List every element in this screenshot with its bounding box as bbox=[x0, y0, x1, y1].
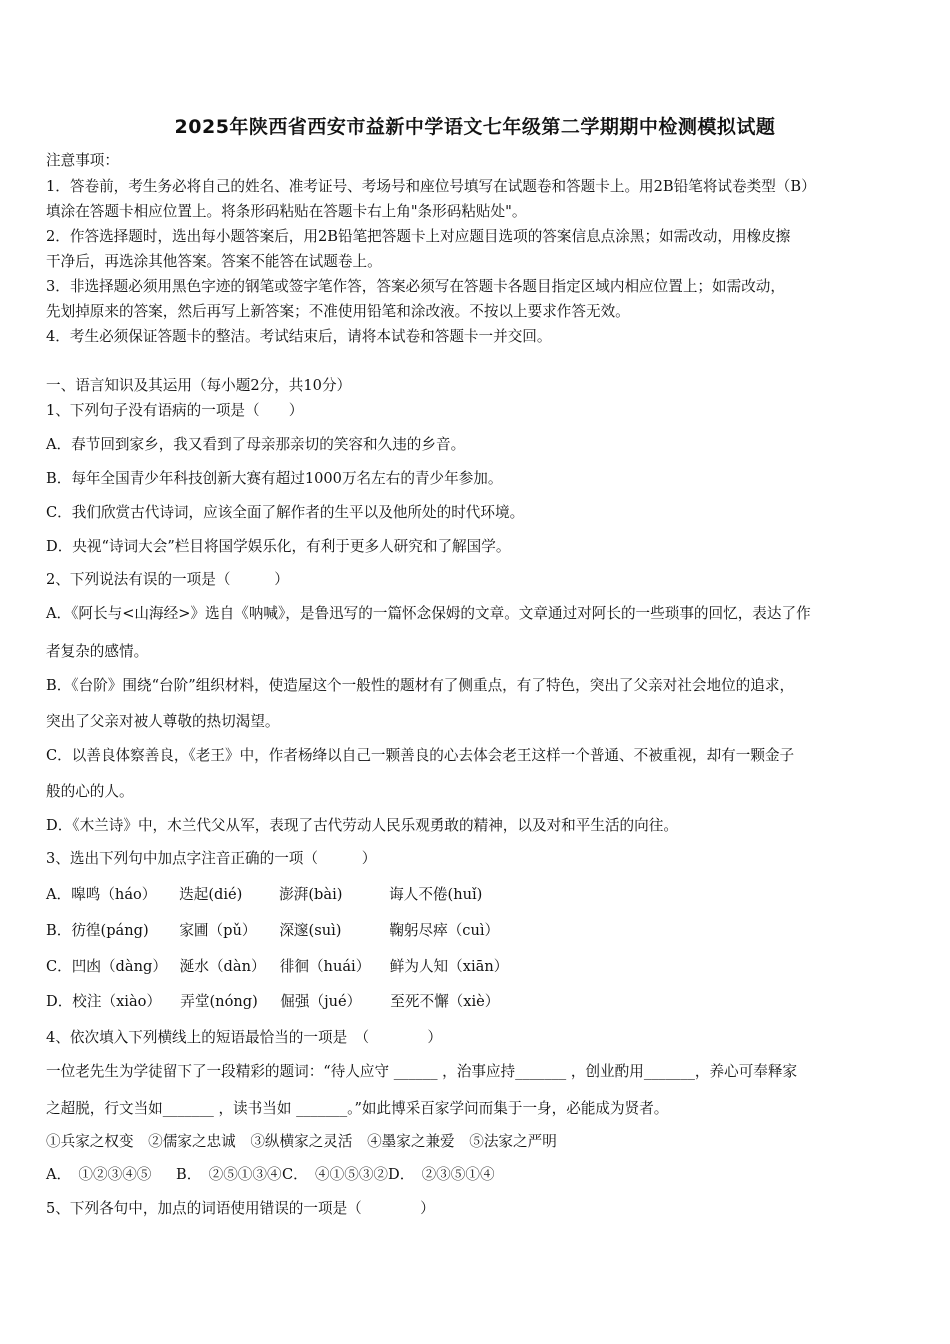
question-3-option-d bbox=[46, 992, 499, 1012]
question-4-options bbox=[46, 1165, 494, 1185]
option-word: 诲人不倦(huǐ) bbox=[389, 886, 483, 903]
option-label: B． bbox=[46, 922, 72, 939]
notice-line: 4．考生必须保证答题卡的整洁。考试结束后，请将本试卷和答题卡一并交回。 bbox=[46, 328, 552, 345]
question-2-stem: 2、下列说法有误的一项是（ ） bbox=[46, 571, 289, 588]
option-word: 至死不懈（xiè） bbox=[390, 993, 500, 1010]
notice-heading: 注意事项： bbox=[46, 152, 119, 169]
option-d: D． ②③⑤①④ bbox=[388, 1166, 495, 1183]
option-word: 涎水（dàn） bbox=[179, 958, 266, 975]
question-1-option-d: D．央视“诗词大会”栏目将国学娱乐化，有利于更多人研究和了解国学。 bbox=[46, 538, 511, 555]
question-4-passage-cont: 之超脱，行文当如_______ ，读书当如 _______。”如此博采百家学问而集于一身，必能成为贤者。 bbox=[46, 1100, 669, 1117]
option-word: 校注（xiào） bbox=[72, 993, 162, 1010]
option-word: 家圃（pǔ） bbox=[179, 922, 257, 939]
section-heading: 一、语言知识及其运用（每小题2分，共10分） bbox=[46, 377, 352, 394]
question-1-stem: 1、下列句子没有语病的一项是（ ） bbox=[46, 402, 304, 419]
page-title: 2025年陕西省西安市益新中学语文七年级第二学期期中检测模拟试题 bbox=[174, 116, 776, 138]
notice-line: 先划掉原来的答案，然后再写上新答案；不准使用铅笔和涂改液。不按以上要求作答无效。 bbox=[46, 303, 630, 320]
question-1-option-b: B．每年全国青少年科技创新大赛有超过1000万名左右的青少年参加。 bbox=[46, 470, 503, 487]
option-label: D． bbox=[46, 993, 73, 1010]
question-3-option-c bbox=[46, 957, 508, 977]
question-3-stem: 3、选出下列句中加点字注音正确的一项（ ） bbox=[46, 850, 377, 867]
question-1-option-a: A．春节回到家乡，我又看到了母亲那亲切的笑容和久违的乡音。 bbox=[46, 436, 466, 453]
notice-line: 1．答卷前，考生务必将自己的姓名、准考证号、考场号和座位号填写在试题卷和答题卡上。用2B铅笔将试卷类型（B） bbox=[46, 178, 816, 195]
notice-line: 3．非选择题必须用黑色字迹的钢笔或签字笔作答，答案必须写在答题卡各题目指定区域内相应位置上；如需改动， bbox=[46, 278, 785, 295]
option-label: C． bbox=[46, 958, 72, 975]
question-2-option-b-cont: 突出了父亲对被人尊敬的热切渴望。 bbox=[46, 713, 280, 730]
question-2-option-c-cont: 般的心的人。 bbox=[46, 783, 134, 800]
option-word: 弄堂(nóng) bbox=[180, 993, 258, 1010]
question-3-option-b bbox=[46, 921, 499, 941]
option-label: A． bbox=[46, 886, 72, 903]
notice-line: 2．作答选择题时，选出每小题答案后，用2B铅笔把答题卡上对应题目选项的答案信息点涂黑；如需改动，用橡皮擦 bbox=[46, 228, 791, 245]
question-4-passage: 一位老先生为学徒留下了一段精彩的题词：“待人应守 ______ ，治事应持_______ ，创业酌用_______，养心可奉释家 bbox=[46, 1063, 798, 1080]
option-word: 鲜为人知（xiān） bbox=[389, 958, 509, 975]
question-4-items: ①兵家之权变 ②儒家之忠诚 ③纵横家之灵活 ④墨家之兼爱 ⑤法家之严明 bbox=[46, 1133, 557, 1150]
question-1-option-c: C．我们欣赏古代诗词，应该全面了解作者的生平以及他所处的时代环境。 bbox=[46, 504, 525, 521]
option-word: 鞠躬尽瘁（cuì） bbox=[389, 922, 500, 939]
option-a: A． ①②③④⑤ bbox=[46, 1166, 152, 1183]
option-word: 深邃(suì) bbox=[279, 922, 342, 939]
question-4-stem: 4、依次填入下列横线上的短语最恰当的一项是 （ ） bbox=[46, 1029, 443, 1046]
question-2-option-d: D．《木兰诗》中，木兰代父从军，表现了古代劳动人民乐观勇敢的精神，以及对和平生活的向往。 bbox=[46, 817, 678, 834]
notice-line: 干净后，再选涂其他答案。答案不能答在试题卷上。 bbox=[46, 253, 382, 270]
option-word: 徘徊（huái） bbox=[279, 958, 371, 975]
option-word: 澎湃(bài) bbox=[279, 886, 343, 903]
question-2-option-a-cont: 者复杂的感情。 bbox=[46, 643, 149, 660]
question-2-option-b: B．《台阶》围绕“台阶”组织材料，使造屋这个一般性的题材有了侧重点，有了特色，突出了父亲对社会地位的追求， bbox=[46, 677, 795, 694]
question-2-option-c: C．以善良体察善良，《老王》中，作者杨绛以自己一颗善良的心去体会老王这样一个普通、不被重视，却有一颗金子 bbox=[46, 747, 795, 764]
option-word: 迭起(dié) bbox=[179, 886, 243, 903]
option-word: 彷徨(páng) bbox=[71, 922, 149, 939]
question-2-option-a: A．《阿长与<山海经>》选自《呐喊》，是鲁迅写的一篇怀念保姆的文章。文章通过对阿长的一些琐事的回忆，表达了作 bbox=[46, 605, 811, 622]
question-5-stem: 5、下列各句中，加点的词语使用错误的一项是（ ） bbox=[46, 1200, 435, 1217]
option-c: C． ④①⑤③② bbox=[282, 1166, 389, 1183]
option-word: 嗥鸣（háo） bbox=[71, 886, 157, 903]
option-word: 凹凼（dàng） bbox=[71, 958, 167, 975]
question-3-option-a bbox=[46, 885, 482, 905]
option-word: 倔强（jué） bbox=[280, 993, 362, 1010]
option-b: B． ②⑤①③④ bbox=[176, 1166, 282, 1183]
notice-line: 填涂在答题卡相应位置上。将条形码粘贴在答题卡右上角"条形码粘贴处"。 bbox=[46, 203, 527, 220]
